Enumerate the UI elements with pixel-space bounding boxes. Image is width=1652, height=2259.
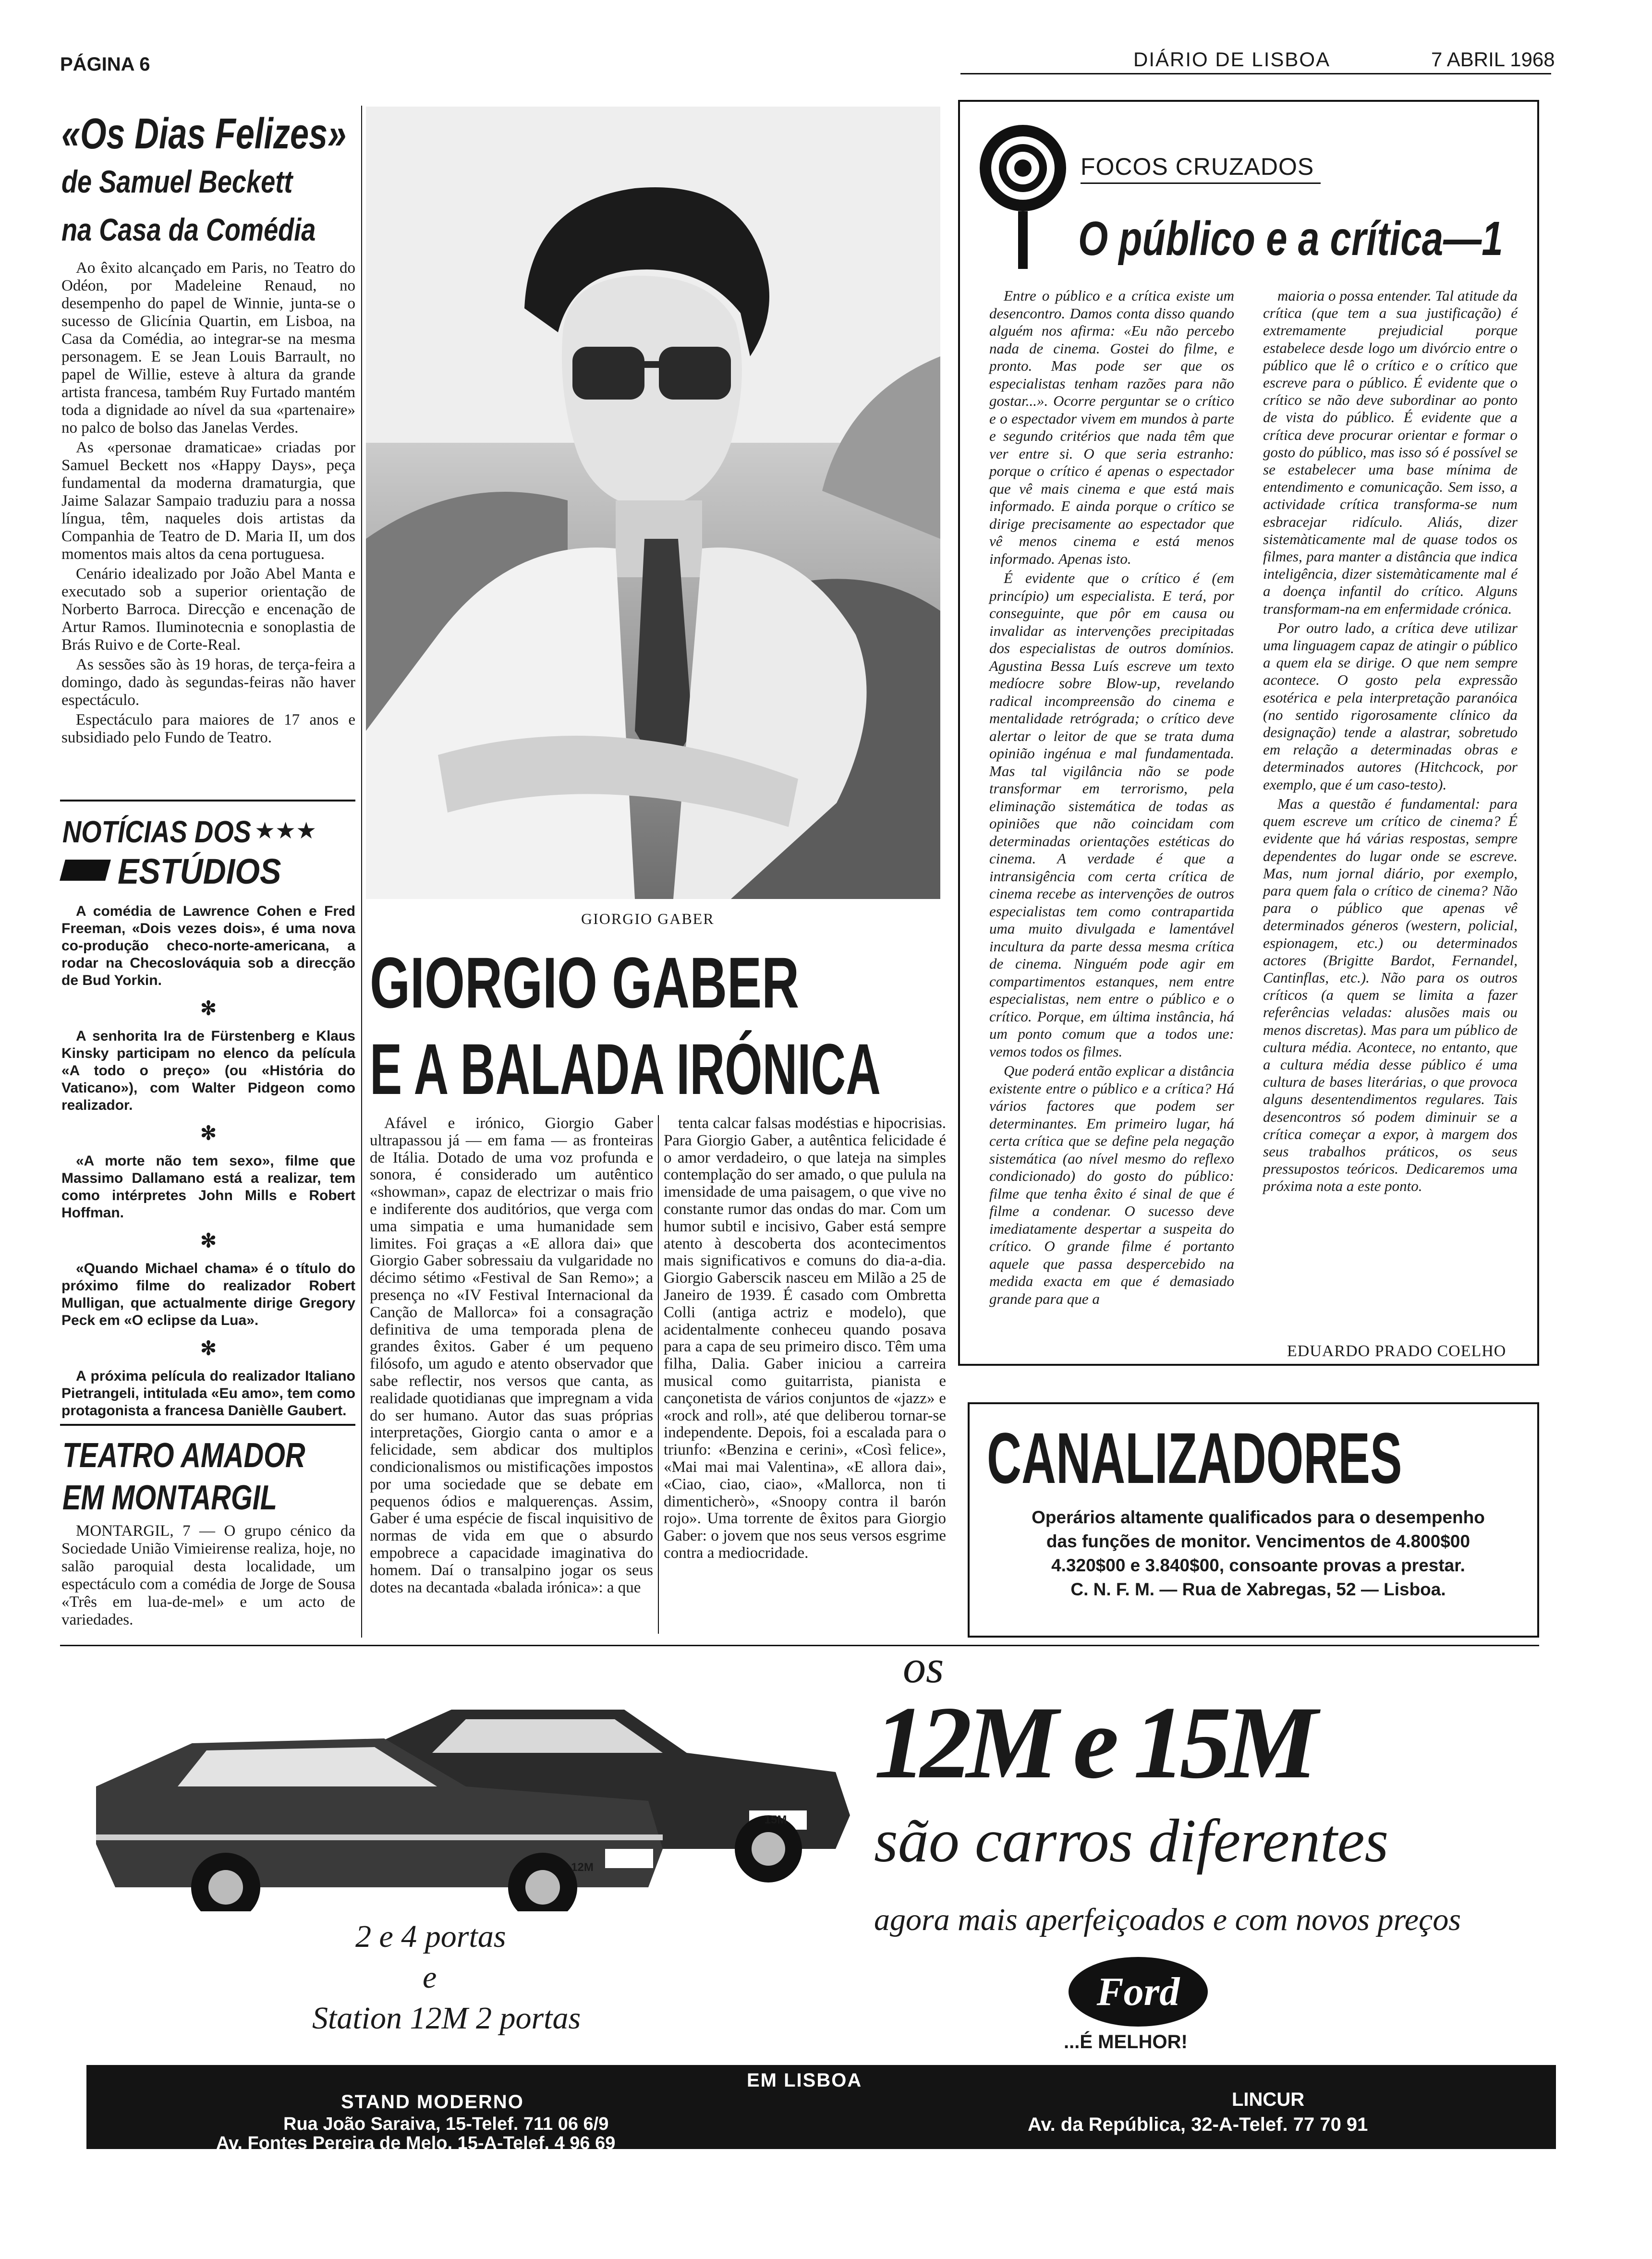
beckett-paragraph: Cenário idealizado por João Abel Manta e executado sob a superior orientação de Norberto Barroca. Direcção e encenação de Artur Ramos. Iluminotecnia e sonoplastia de Brás Ruivo e de Corte-Real. xyxy=(61,565,355,654)
beckett-paragraph: Espectáculo para maiores de 17 anos e subsidiado pelo Fundo de Teatro. xyxy=(61,711,355,746)
focos-column-1 xyxy=(989,287,1234,1310)
canalizadores-line: C. N. F. M. — Rua de Xabregas, 52 — Lisboa. xyxy=(1070,1579,1446,1599)
focos-paragraph: Mas a questão é fundamental: para quem escreve um crítico de cinema? É evidente que há várias respostas, sempre dependentes do lugar onde se escreve. Mas, num jornal diário, por exemplo, para quem fala o crítico de cinema? Não para o público que apenas vê determinados géneros (western, policial, espionagem, etc.) ou determinados actores (Brigitte Bardot, Fernandel, Cantinflas, etc.). Não para os outros críticos (a quem se limita a fazer referências veladas: alusões mais ou menos discretas). Mas para um público de cultura média. Acontece, no entanto, que a cultura média desse público é uma cultura de bases literárias, o que provoca alguns desentendimentos regulares. Tais desencontros só podem diminuir se a crítica começar a expor, à margem dos seus trabalhos práticos, os seus pressupostos teóricos. Dedicaremos uma próxima nota a este ponto. xyxy=(1263,795,1518,1195)
ford-doors-3: Station 12M 2 portas xyxy=(312,2001,581,2036)
ford-doors-2: e xyxy=(423,1960,437,1995)
plate-12m: 12M xyxy=(571,1861,594,1874)
section-label-rule xyxy=(1081,182,1321,184)
photo-caption: GIORGIO GABER xyxy=(581,910,715,927)
focos-paragraph: É evidente que o crítico é (em princípio) um especialista. E terá, por conseguinte, que pôr em causa ou invalidar as intervenções precipitadas dos especialistas de outros domínios. Agustina Bessa Luís escreve um texto medíocre sobre Blow-up, revelando radical incompreensão do cinema e mentalidade retrógrada; o crítico deve alertar o leitor de que se trata duma opinião ingénua e mal fundamentada. Mas tal vigilância não se pode transformar em terrorismo, pela eliminação sistemática de todas as opiniões que não coincidam com determinadas orientações estéticas do cinema. A verdade é que a intransigência com certa crítica de cinema recebe as intervenções de outros especialistas tem como contrapartida uma muito divulgada e lamentável incultura da parte dessa mesma crítica de cinema. Ninguém pode agir em compartimentos estanques, nem entre especialistas, nem entre o público e o crítico. Porque, em última instância, há um ponto comum que a todos une: vemos todos os filmes. xyxy=(989,570,1234,1060)
gaber-paragraph: Afável e irónico, Giorgio Gaber ultrapassou já — em fama — as fronteiras de Itália. Dotado de uma voz profunda e sonora, é considerado um autêntico «showman», capaz de electrizar o mais frio e indiferente dos auditórios, que verga com uma simpatia e uma humanidade sem limites. Foi graças a «E allora dai» que Giorgio Gaber sobressaiu da vulgaridade no décimo sétimo «Festival de San Remo»; a presença no «IV Festival Internacional da Canção de Mallorca» foi a consagração definitiva de uma temporada plena de grandes êxitos. Gaber é um pequeno filósofo, um agudo e atento observador que sabe reflectir, nos versos que canta, as realidade quotidianas que impregnam a vida do ser humano. Autor das suas próprias interpretações, Giorgio canta o amor e a felicidade, sem abdicar dos multiplos condicionalismos ou mistificações impostos por uma sociedade que se debate em pequenos ódios e malquerenças. Assim, Gaber é uma espécie de fiscal inquisitivo de normas de vida em que o absurdo empobrece a capacidade imaginativa do homem. Daí o transalpino jogar os seus dotes na decantada «balada irónica»: a que xyxy=(370,1115,653,1596)
column-divider xyxy=(361,106,362,1638)
focos-emblem-icon xyxy=(977,115,1069,274)
noticias-stars: ★★★ xyxy=(255,817,317,844)
ford-slogan: ...É MELHOR! xyxy=(1064,2031,1188,2053)
column-divider xyxy=(658,1115,659,1634)
dealer-2-address: Av. da República, 32-A-Telef. 77 70 91 xyxy=(1028,2114,1368,2135)
noticias-bar-icon xyxy=(60,860,111,881)
focos-paragraph: maioria o possa entender. Tal atitude da crítica (que tem a sua justificação) é extremamente prejudicial porque estabelece desde logo um divórcio entre o público que lê o crítico e o crítico que escreve para o público. É evidente que o crítico se não deve subordinar ao ponto de vista do público. É evidente que a crítica deve procurar orientar e formar o gosto do público, mas isso só é possível se se estabelecer uma base mínima de entendimento e comunicação. Sem isso, a actividade crítica transforma-se num esbracejar ridículo. Aliás, dizer sistemàticamente mal de quase todos os filmes, para manter a distância que indica inteligência, dizer sistemàticamente mal é a doença infantil do crítico. Alguns transformam-na em enfermidade crónica. xyxy=(1263,287,1518,617)
asterisk-separator: ✻ xyxy=(200,1230,217,1251)
newspaper-name: DIÁRIO DE LISBOA xyxy=(1133,48,1331,71)
dealer-1-name: STAND MODERNO xyxy=(341,2091,524,2113)
teatro-paragraph: MONTARGIL, 7 — O grupo cénico da Sociedade União Vimieirense realiza, hoje, no salão paroquial desta localidade, um espectáculo com a comédia de Jorge de Sousa «Três em lua-de-mel» e um acto de variedades. xyxy=(61,1522,355,1628)
focos-title: O público e a crítica—1 xyxy=(1078,212,1503,266)
section-rule xyxy=(60,800,355,802)
beckett-paragraph: Ao êxito alcançado em Paris, no Teatro do Odéon, por Madeleine Renaud, no desempenho do papel de Winnie, junta-se o sucesso de Glicínia Quartin, em Lisboa, na Casa da Comédia, ao integrar-se na mesma personagem. E se Jean Louis Barrault, no papel de Willie, esteve à altura da grande artista francesa, também Ruy Furtado mantém toda a dignidade ao nível da sua «partenaire» no palco de bolso das Janelas Verdes. xyxy=(61,259,355,437)
list-item: «A morte não tem sexo», filme que Massimo Dallamano está a realizar, tem como intérpretes John Mills e Robert Hoffman. xyxy=(61,1153,355,1221)
gaber-headline-1: GIORGIO GABER xyxy=(370,942,800,1023)
teatro-article xyxy=(61,1522,355,1631)
ford-ad-os: os xyxy=(903,1641,944,1692)
gaber-column-2 xyxy=(664,1115,946,1564)
focos-column-2 xyxy=(1263,287,1518,1197)
gaber-photo xyxy=(366,107,940,899)
dealer-2-name: LINCUR xyxy=(1232,2089,1305,2110)
teatro-title-1: TEATRO AMADOR xyxy=(62,1436,305,1475)
beckett-paragraph: As sessões são às 19 horas, de terça-feira a domingo, dado às segundas-feiras não haver espectáculo. xyxy=(61,656,355,709)
list-item: A senhorita Ira de Fürstenberg e Klaus Kinsky participam no elenco da película «A todo o preço» (ou «História do Vaticano»), com Walter Pidgeon como realizador. xyxy=(61,1028,355,1113)
ford-cars-illustration xyxy=(86,1690,864,1911)
canalizadores-line: 4.320$00 e 3.840$00, consoante provas a prestar. xyxy=(1051,1555,1465,1575)
ford-logo xyxy=(1069,1957,1208,2027)
plate-15m: 15M xyxy=(764,1813,787,1826)
page-number: PÁGINA 6 xyxy=(60,54,150,75)
asterisk-separator: ✻ xyxy=(200,998,217,1019)
focos-section-label: FOCOS CRUZADOS xyxy=(1081,153,1314,180)
issue-date: 7 ABRIL 1968 xyxy=(1431,48,1555,71)
focos-paragraph: Por outro lado, a crítica deve utilizar uma linguagem capaz de atingir o público a quem ela se dirige. O que nem sempre acontece. O gosto pela expressão esotérica e pela interpretação paranóica (no sentido rigorosamente clínico da designação) tende a alastrar, sobretudo em relação a determinadas obras e determinados autores (Hitchcock, por exemplo, que é um caso-testo). xyxy=(1263,619,1518,793)
list-item: A comédia de Lawrence Cohen e Fred Freeman, «Dois vezes dois», é uma nova co-produção checo-norte-americana, a rodar na Checoslováquia sob a direcção de Bud Yorkin. xyxy=(61,903,355,988)
ford-logo-text: Ford xyxy=(1096,1969,1180,2014)
dealer-1-address-2: Av. Fontes Pereira de Melo, 15-A-Telef. 4 96 69 xyxy=(216,2133,616,2153)
ad-separator xyxy=(60,1645,1539,1646)
ford-doors-1: 2 e 4 portas xyxy=(355,1919,506,1954)
dealer-band-title: EM LISBOA xyxy=(747,2070,862,2091)
author-signature: EDUARDO PRADO COELHO xyxy=(1287,1342,1506,1360)
canalizadores-title: CANALIZADORES xyxy=(987,1418,1402,1498)
asterisk-separator: ✻ xyxy=(200,1338,217,1359)
noticias-title: NOTÍCIAS DOS xyxy=(62,814,251,849)
focos-paragraph: Entre o público e a crítica existe um desencontro. Damos conta disso quando alguém nos afirma: «Eu não percebo nada de cinema. Gostei do filme, e pronto. Mas pode ser que os especialistas tenham razões para não gostar...». Ocorre perguntar se o crítico e o espectador vivem em mundos à parte e segundo critérios que nada têm que ver entre si. O que seria estranho: porque o crítico é apenas o espectador que vê mais cinema e que está mais informado. E ainda porque o crítico se dirige precisamente ao espectador que vê menos cinema e está menos informado. Apenas isto. xyxy=(989,287,1234,567)
gaber-paragraph: tenta calcar falsas modéstias e hipocrisias. Para Giorgio Gaber, a autêntica felicidade é o amor verdadeiro, o que lateja na simples contemplação do ser amado, o que pulula na imensidade de uma paisagem, o que vive no constante rumor das ondas do mar. Com um humor subtil e incisivo, Gaber está sempre atento à descoberta dos acontecimentos mais significativos e comuns do dia-a-dia. Giorgio Gaberscik nasceu em Milão a 25 de Janeiro de 1939. É casado com Ombretta Colli (antiga actriz e modelo), que acidentalmente conheceu quando posava para a capa de seu primeiro disco. Têm uma filha, Dalia. Gaber iniciou a carreira musical como guitarrista, pianista e cançonetista de vários conjuntos de «jazz» e «rock and roll», até que deliberou tornar-se independente. Depois, foi a escalada para o triunfo: «Benzina e cerini», «Così felice», «Mai mai mai Valentina», «E allora dai», «Ciao, ciao, ciao», «Mallorca, non ti dimenticherò», «Snoopy contra il barón rojo». Uma torrente de êxitos para Giorgio Gaber: o jovem que nos seus versos esgrime contra a mediocridade. xyxy=(664,1115,946,1562)
gaber-headline-2: E A BALADA IRÓNICA xyxy=(370,1029,881,1109)
focos-paragraph: Que poderá então explicar a distância existente entre o público e a crítica? Há vários factores que podem ser determinantes. Em primeiro lugar, há certa crítica que se define pela negação sistemática (ao nível mesmo do reflexo condicionado) do gosto do público: filme que tenha êxito é sinal de que é filme a condenar. O sucesso deve imediatamente despertar a suspeita do crítico. O grande filme é portanto aquele que passa despercebido na medida exacta em que é demasiado grande para que a xyxy=(989,1062,1234,1307)
noticias-list xyxy=(61,903,355,1420)
canalizadores-line: das funções de monitor. Vencimentos de 4.800$00 xyxy=(1046,1531,1470,1551)
canalizadores-text xyxy=(984,1506,1532,1602)
ford-ad-models: 12M e 15M xyxy=(874,1685,1312,1800)
asterisk-separator: ✻ xyxy=(200,1123,217,1144)
list-item: «Quando Michael chama» é o título do próximo filme do realizador Robert Mulligan, que actualmente dirige Gregory Peck em «O eclipse da Lua». xyxy=(61,1261,355,1328)
list-item: A próxima película do realizador Italiano Pietrangeli, intitulada «Eu amo», tem como protagonista a francesa Danièlle Gaubert. xyxy=(61,1368,355,1419)
beckett-article xyxy=(61,259,355,749)
masthead-rule xyxy=(960,73,1551,74)
gaber-column-1 xyxy=(370,1115,653,1598)
beckett-subtitle-1: de Samuel Beckett xyxy=(61,164,293,199)
canalizadores-line: Operários altamente qualificados para o desempenho xyxy=(1032,1507,1485,1527)
dealer-1-address-1: Rua João Saraiva, 15-Telef. 711 06 6/9 xyxy=(283,2114,609,2134)
section-rule xyxy=(60,1424,355,1426)
beckett-subtitle-2: na Casa da Comédia xyxy=(61,212,316,247)
teatro-title-2: EM MONTARGIL xyxy=(62,1479,277,1517)
ford-ad-subtag: agora mais aperfeiçoados e com novos preços xyxy=(874,1902,1461,1937)
noticias-title-2: ESTÚDIOS xyxy=(118,851,281,891)
beckett-title: «Os Dias Felizes» xyxy=(61,110,347,158)
ford-ad-tagline: são carros diferentes xyxy=(874,1807,1389,1875)
beckett-paragraph: As «personae dramaticae» criadas por Samuel Beckett nos «Happy Days», peça fundamental da moderna dramaturgia, que Jaime Salazar Sampaio traduziu para a nossa língua, têm, naqueles dois artistas da Companhia de Teatro de D. Maria II, um dos momentos mais altos da cena portuguesa. xyxy=(61,439,355,563)
